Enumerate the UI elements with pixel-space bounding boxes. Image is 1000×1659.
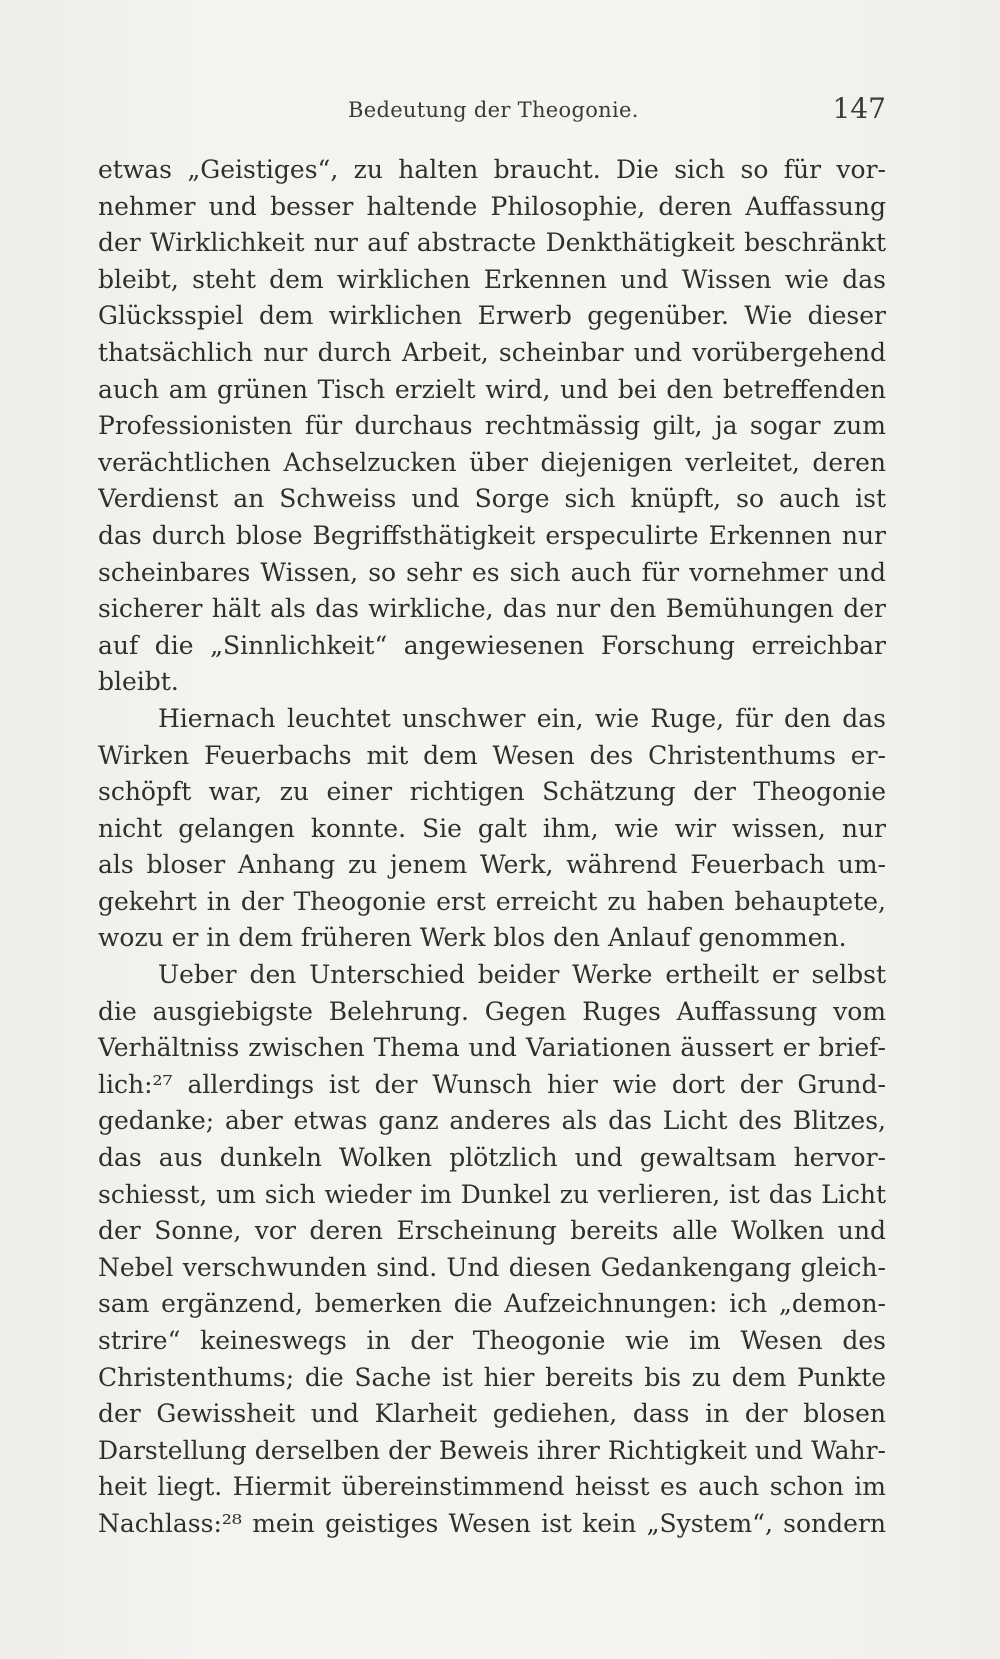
text-line: sicherer hält als das wirkliche, das nur den Bemühungen der xyxy=(98,594,886,624)
text-line: sam ergänzend, bemerken die Aufzeichnungen: ich „demon- xyxy=(98,1289,886,1319)
text-line: bleibt, steht dem wirklichen Erkennen und Wissen wie das xyxy=(98,264,886,294)
body-text xyxy=(98,152,886,1543)
text-line: schiesst, um sich wieder im Dunkel zu verlieren, ist das Licht xyxy=(98,1179,886,1209)
text-line: Hiernach leuchtet unschwer ein, wie Ruge, für den das xyxy=(158,703,886,733)
text-line: Ueber den Unterschied beider Werke ertheilt er selbst xyxy=(158,960,886,990)
text-line: Verhältniss zwischen Thema und Variationen äussert er brief- xyxy=(98,1033,886,1063)
page-number: 147 xyxy=(832,92,886,125)
text-line: bleibt. xyxy=(98,667,179,697)
text-line: Nebel verschwunden sind. Und diesen Gedankengang gleich- xyxy=(98,1252,886,1282)
text-line: wozu er in dem früheren Werk blos den Anlauf genommen. xyxy=(98,923,847,953)
text-line: schöpft war, zu einer richtigen Schätzung der Theogonie xyxy=(98,777,886,807)
text-line: etwas „Geistiges“, zu halten braucht. Die sich so für vor- xyxy=(98,155,886,184)
text-line: das durch blose Begriffsthätigkeit erspeculirte Erkennen nur xyxy=(98,520,886,550)
text-line: lich:²⁷ allerdings ist der Wunsch hier wie dort der Grund- xyxy=(98,1069,886,1099)
text-line: auf die „Sinnlichkeit“ angewiesenen Forschung erreichbar xyxy=(98,630,886,660)
text-line: auch am grünen Tisch erzielt wird, und bei den betreffenden xyxy=(98,374,886,404)
text-line: Professionisten für durchaus rechtmässig gilt, ja sogar zum xyxy=(98,411,886,441)
text-line: der Sonne, vor deren Erscheinung bereits alle Wolken und xyxy=(98,1216,886,1246)
text-line: scheinbares Wissen, so sehr es sich auch für vornehmer und xyxy=(98,557,886,587)
text-line: Glücksspiel dem wirklichen Erwerb gegenüber. Wie dieser xyxy=(98,301,886,331)
text-line: der Wirklichkeit nur auf abstracte Denkthätigkeit beschränkt xyxy=(98,228,886,258)
running-title: Bedeutung der Theogonie. xyxy=(348,98,639,122)
text-line: Verdienst an Schweiss und Sorge sich knüpft, so auch ist xyxy=(98,484,886,514)
text-line: gekehrt in der Theogonie erst erreicht zu haben behauptete, xyxy=(98,886,886,916)
text-line: thatsächlich nur durch Arbeit, scheinbar und vorübergehend xyxy=(98,337,886,367)
text-line: Darstellung derselben der Beweis ihrer Richtigkeit und Wahr- xyxy=(98,1435,886,1465)
text-line: Wirken Feuerbachs mit dem Wesen des Christenthums er- xyxy=(98,740,886,770)
text-line: gedanke; aber etwas ganz anderes als das Licht des Blitzes, xyxy=(98,1106,886,1136)
text-line: verächtlichen Achselzucken über diejenigen verleitet, deren xyxy=(98,447,886,477)
text-line: die ausgiebigste Belehrung. Gegen Ruges Auffassung vom xyxy=(98,996,886,1026)
text-line: das aus dunkeln Wolken plötzlich und gewaltsam hervor- xyxy=(98,1143,886,1173)
text-line: nicht gelangen konnte. Sie galt ihm, wie wir wissen, nur xyxy=(98,813,886,843)
text-line: nehmer und besser haltende Philosophie, deren Auffassung xyxy=(98,191,886,221)
running-head xyxy=(98,92,886,132)
text-line: der Gewissheit und Klarheit gediehen, dass in der blosen xyxy=(98,1399,886,1429)
text-line: Christenthums; die Sache ist hier bereits bis zu dem Punkte xyxy=(98,1362,886,1392)
text-line: Nachlass:²⁸ mein geistiges Wesen ist kein „System“, sondern xyxy=(98,1508,886,1538)
text-line: heit liegt. Hiermit übereinstimmend heisst es auch schon im xyxy=(98,1472,886,1502)
text-line: strire“ keineswegs in der Theogonie wie im Wesen des xyxy=(98,1326,886,1355)
text-line: als bloser Anhang zu jenem Werk, während Feuerbach um- xyxy=(98,850,886,880)
